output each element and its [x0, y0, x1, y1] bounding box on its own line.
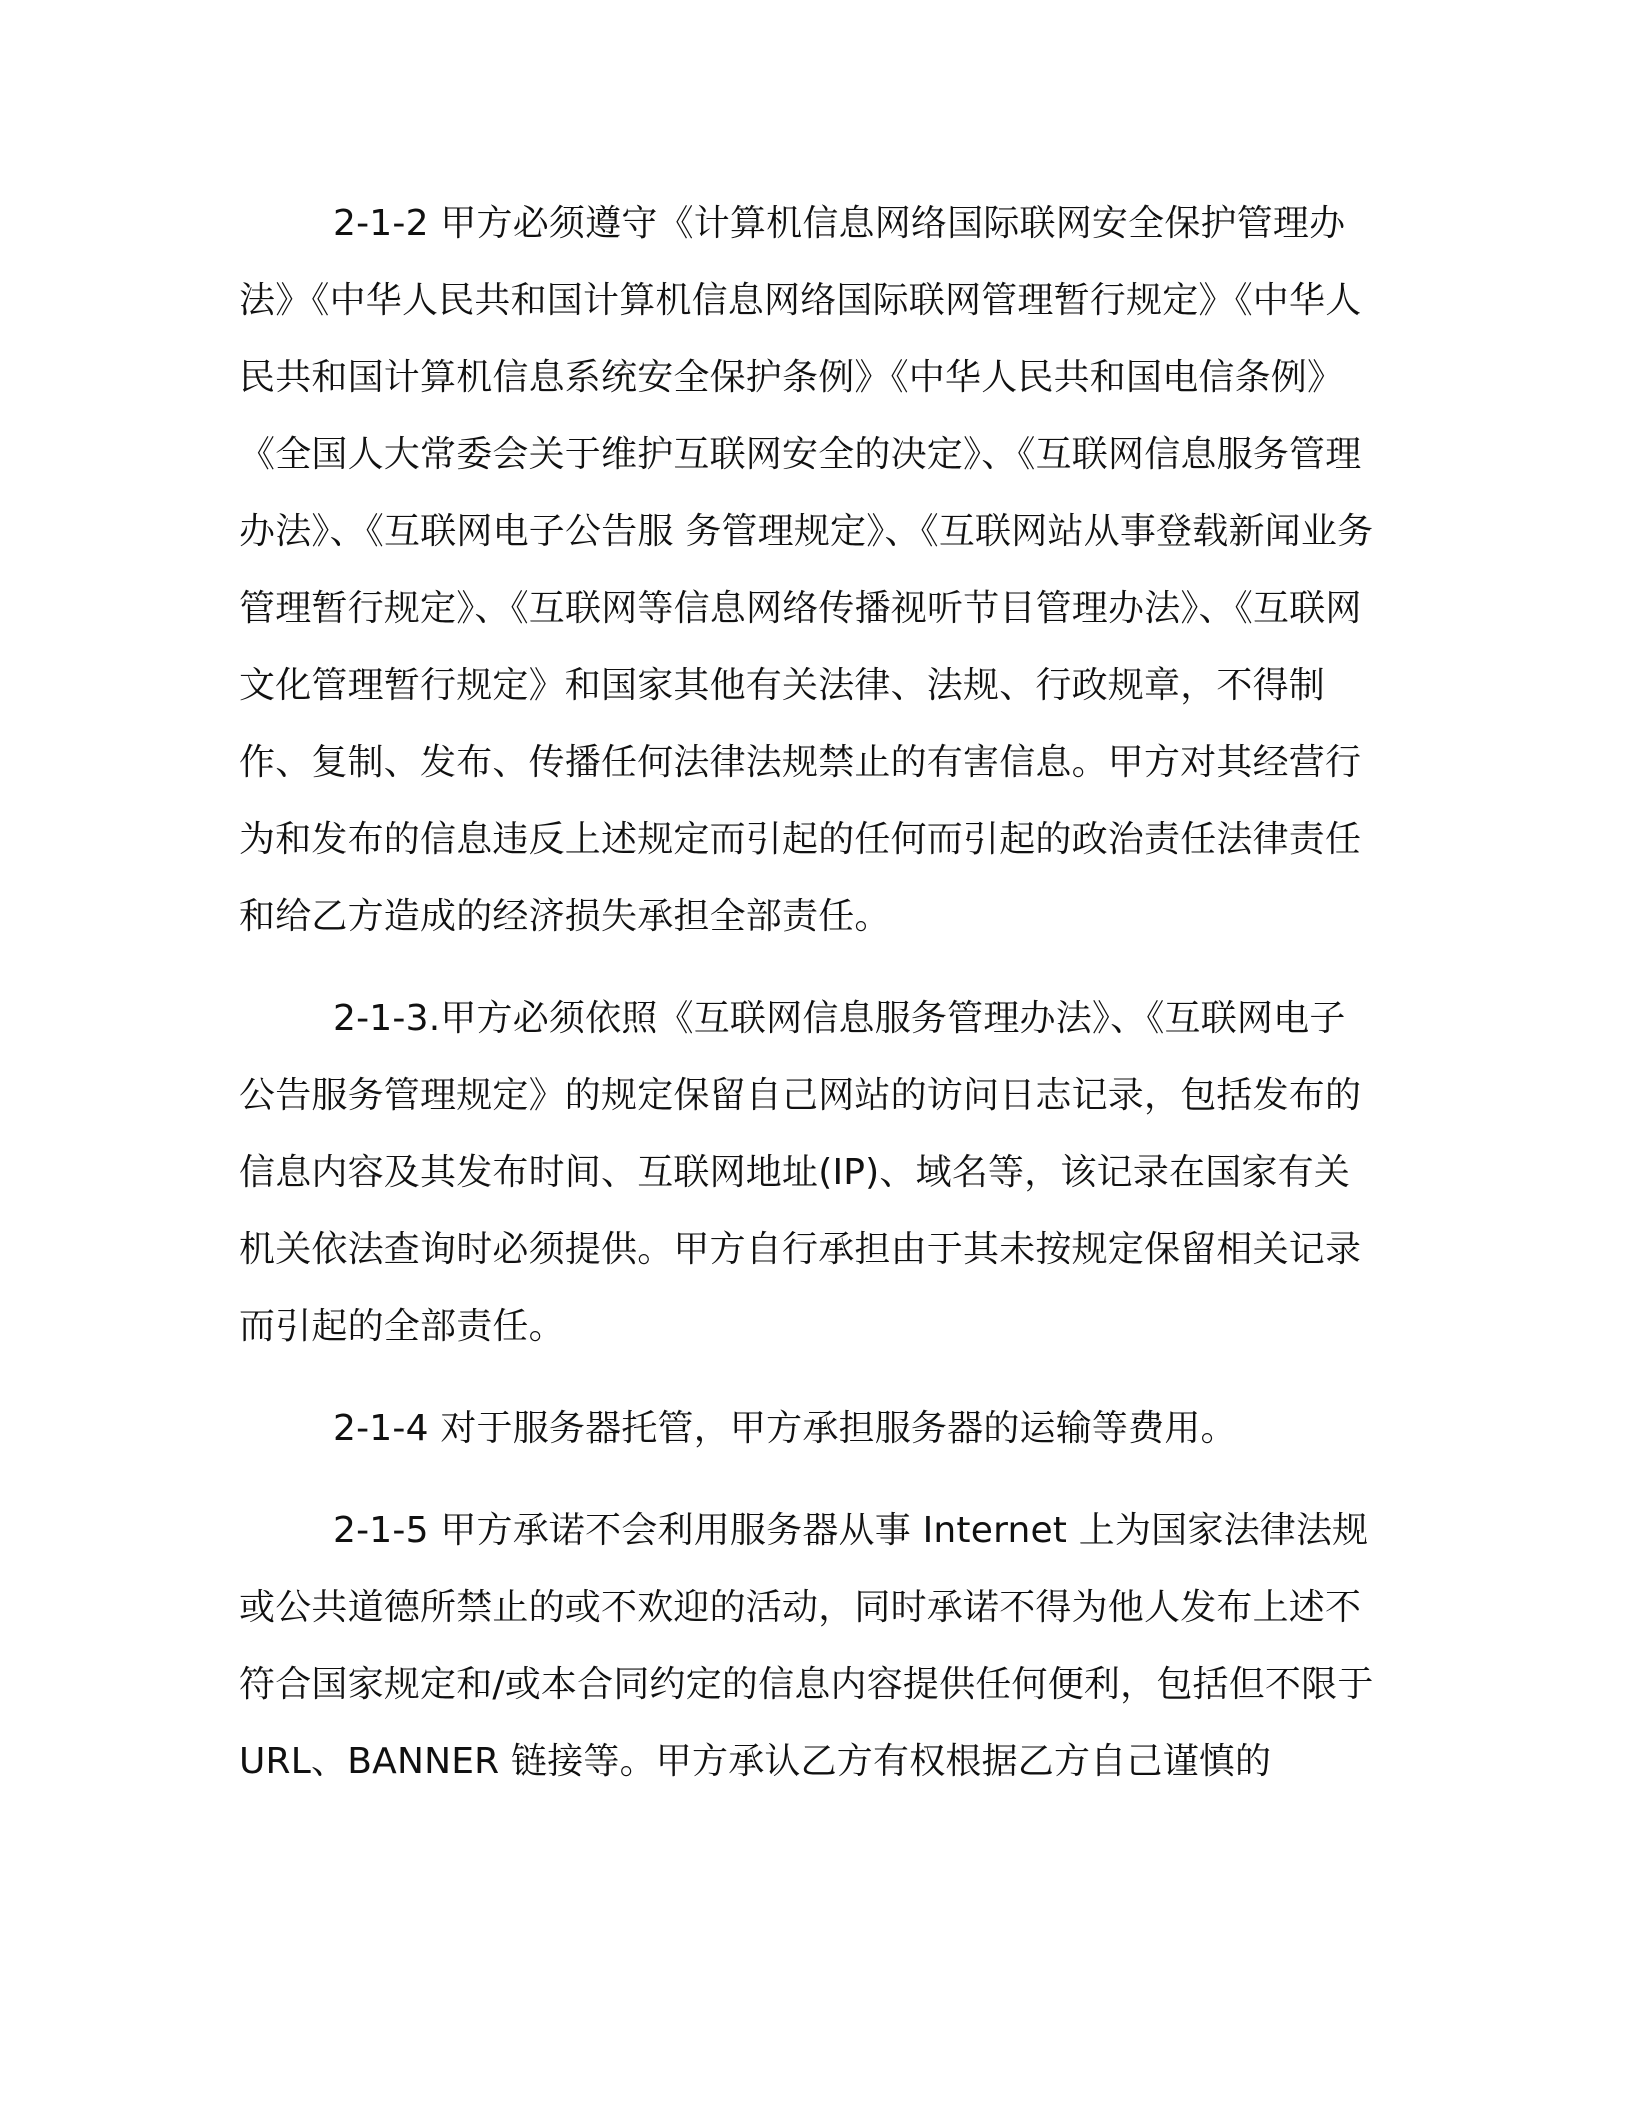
document-body	[239, 185, 1379, 1800]
paragraph-2-1-5: 2-1-5 甲方承诺不会利用服务器从事 Internet 上为国家法律法规或公共道德所禁止的或不欢迎的活动，同时承诺不得为他人发布上述不符合国家规定和/或本合同约定的信息内容提供任何便利，包括但不限于 URL、BANNER 链接等。甲方承认乙方有权根据乙方自己谨慎的	[239, 1510, 1374, 1782]
paragraph-2-1-2: 2-1-2 甲方必须遵守《计算机信息网络国际联网安全保护管理办法》《中华人民共和国计算机信息网络国际联网管理暂行规定》《中华人民共和国计算机信息系统安全保护条例》《中华人民共和国电信条例》《全国人大常委会关于维护互联网安全的决定》、《互联网信息服务管理办法》、《互联网电子公告服 务管理规定》、《互联网站从事登载新闻业务管理暂行规定》、《互联网等信息网络传播视听节目管理办法》、《互联网文化管理暂行规定》和国家其他有关法律、法规、行政规章，不得制作、复制、发布、传播任何法律法规禁止的有害信息。甲方对其经营行为和发布的信息违反上述规定而引起的任何而引起的政治责任法律责任和给乙方造成的经济损失承担全部责任。	[239, 203, 1374, 937]
paragraph-2-1-4: 2-1-4 对于服务器托管，甲方承担服务器的运输等费用。	[333, 1408, 1237, 1449]
paragraph-2-1-3: 2-1-3.甲方必须依照《互联网信息服务管理办法》、《互联网电子公告服务管理规定》的规定保留自己网站的访问日志记录，包括发布的信息内容及其发布时间、互联网地址(IP)、域名等，该记录在国家有关机关依法查询时必须提供。甲方自行承担由于其未按规定保留相关记录而引起的全部责任。	[239, 998, 1362, 1347]
